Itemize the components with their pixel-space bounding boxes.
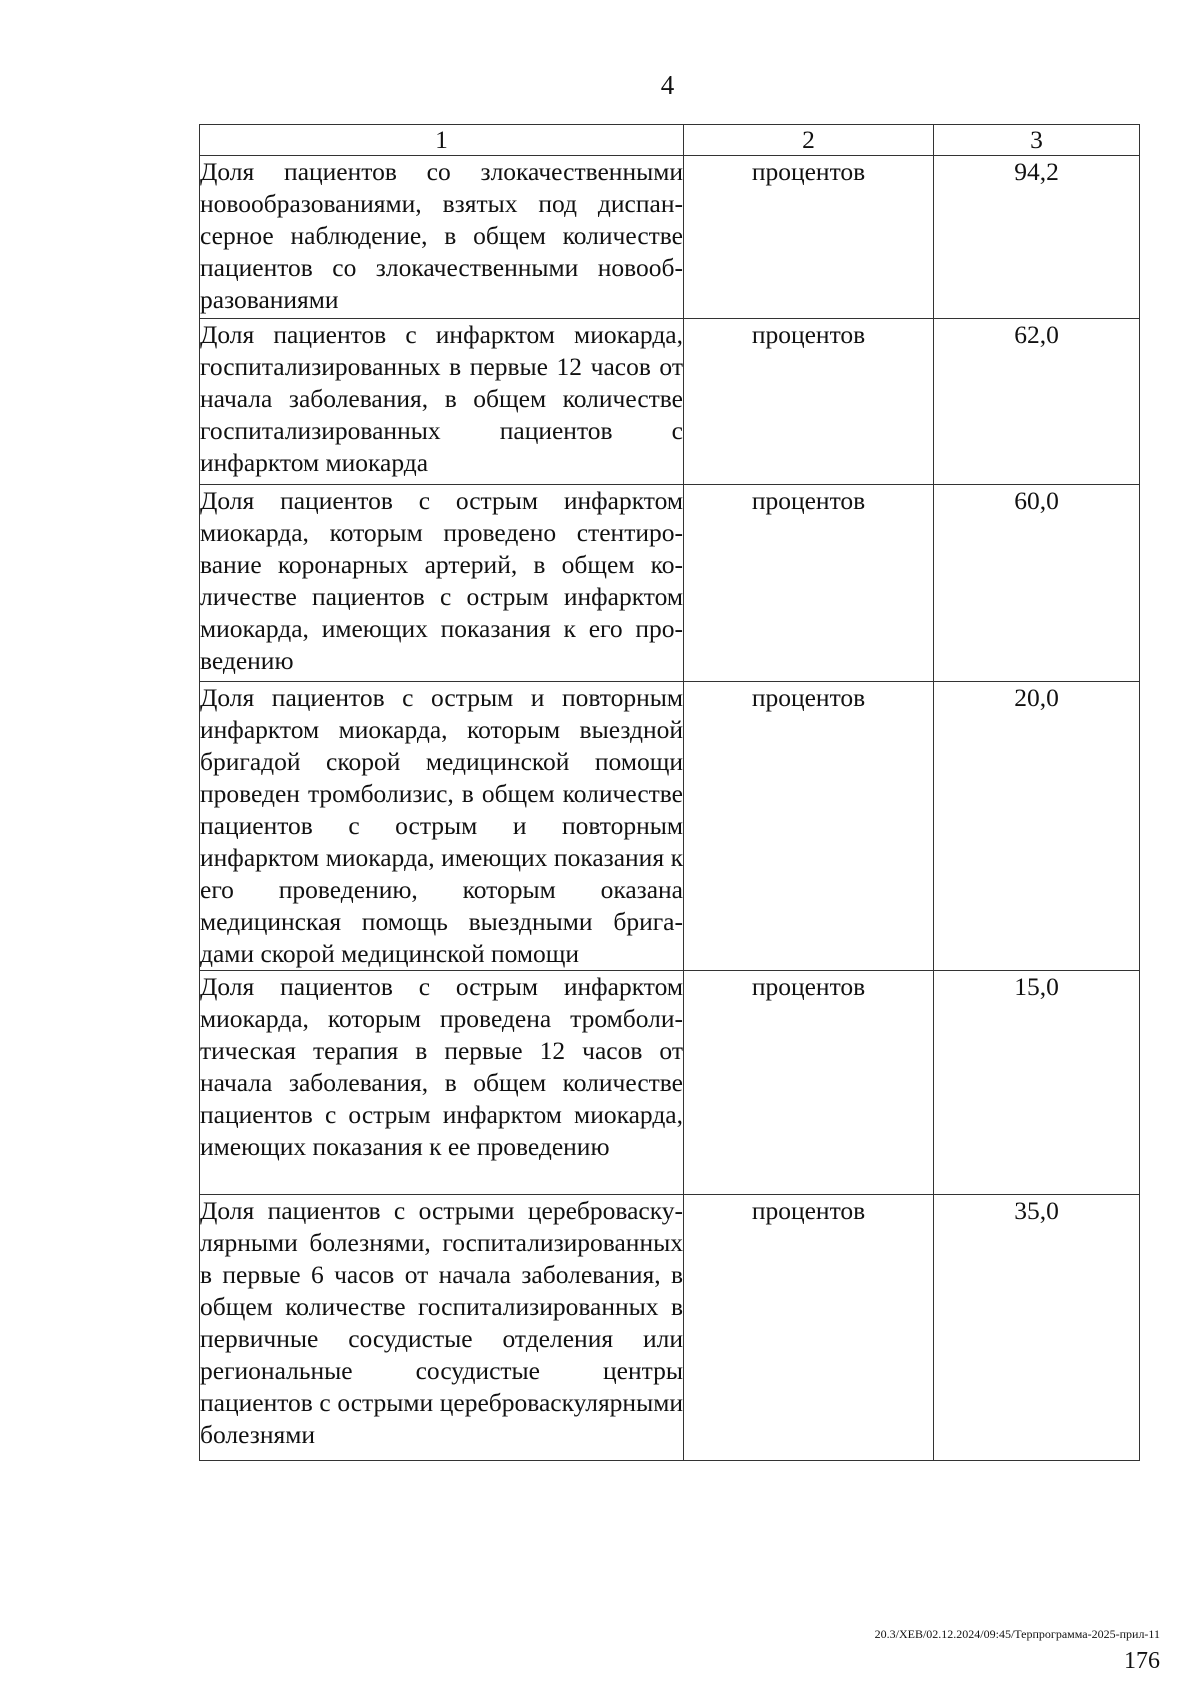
column-header-1: 1 xyxy=(200,125,684,156)
value-cell: 62,0 xyxy=(934,319,1140,485)
indicator-cell: Доля пациентов со злокачественными новообразованиями, взятых под диспансерное наблюдение, в общем количестве пациентов со злокачественными новообразованиями xyxy=(200,156,684,319)
table-row xyxy=(200,156,1140,319)
unit-cell: процентов xyxy=(684,485,934,682)
page-number-top: 4 xyxy=(660,70,675,100)
value-cell: 20,0 xyxy=(934,682,1140,971)
unit-cell: процентов xyxy=(684,971,934,1195)
indicator-cell: Доля пациентов с острым и повторным инфарктом миокарда, которым выездной бригадой скорой медицинской помощи проведен тромболизис, в общем количестве пациентов с острым и повторным инфарктом миокарда, имеющих показания к его проведению, которым оказана медицинская помощь выездными бригадами скорой медицинской помощи xyxy=(200,682,684,971)
unit-cell: процентов xyxy=(684,319,934,485)
unit-cell: процентов xyxy=(684,682,934,971)
value-cell: 35,0 xyxy=(934,1195,1140,1461)
unit-cell: процентов xyxy=(684,1195,934,1461)
indicators-table xyxy=(199,124,1140,1461)
table-row xyxy=(200,682,1140,971)
column-header-2: 2 xyxy=(684,125,934,156)
indicator-cell: Доля пациентов с острыми цереброваскулярными болезнями, госпитализированных в первые 6 часов от начала заболевания, в общем количестве госпитализированных в первичные сосудистые отделения или региональные сосудистые центры пациентов с острыми цереброваскулярными болезнями xyxy=(200,1195,684,1461)
table-row xyxy=(200,1195,1140,1461)
column-header-3: 3 xyxy=(934,125,1140,156)
value-cell: 60,0 xyxy=(934,485,1140,682)
document-code: 20.3/ХЕВ/02.12.2024/09:45/Терпрограмма-2025-прил-11 xyxy=(874,1627,1160,1641)
table-row xyxy=(200,319,1140,485)
value-cell: 15,0 xyxy=(934,971,1140,1195)
indicator-cell: Доля пациентов с инфарктом миокарда, госпитализированных в первые 12 часов от начала заболевания, в общем количестве госпитализированных пациентов с инфарктом миокарда xyxy=(200,319,684,485)
unit-cell: процентов xyxy=(684,156,934,319)
indicator-cell: Доля пациентов с острым инфарктом миокарда, которым проведена тромболитическая терапия в первые 12 часов от начала заболевания, в общем количестве пациентов с острым инфарктом миокарда, имеющих показания к ее проведению xyxy=(200,971,684,1195)
table-row xyxy=(200,971,1140,1195)
table-row xyxy=(200,485,1140,682)
page-number-bottom: 176 xyxy=(1124,1648,1160,1674)
value-cell: 94,2 xyxy=(934,156,1140,319)
table-header-row xyxy=(200,125,1140,156)
indicator-cell: Доля пациентов с острым инфарктом миокарда, которым проведено стентирование коронарных артерий, в общем количестве пациентов с острым инфарктом миокарда, имеющих показания к его проведению xyxy=(200,485,684,682)
